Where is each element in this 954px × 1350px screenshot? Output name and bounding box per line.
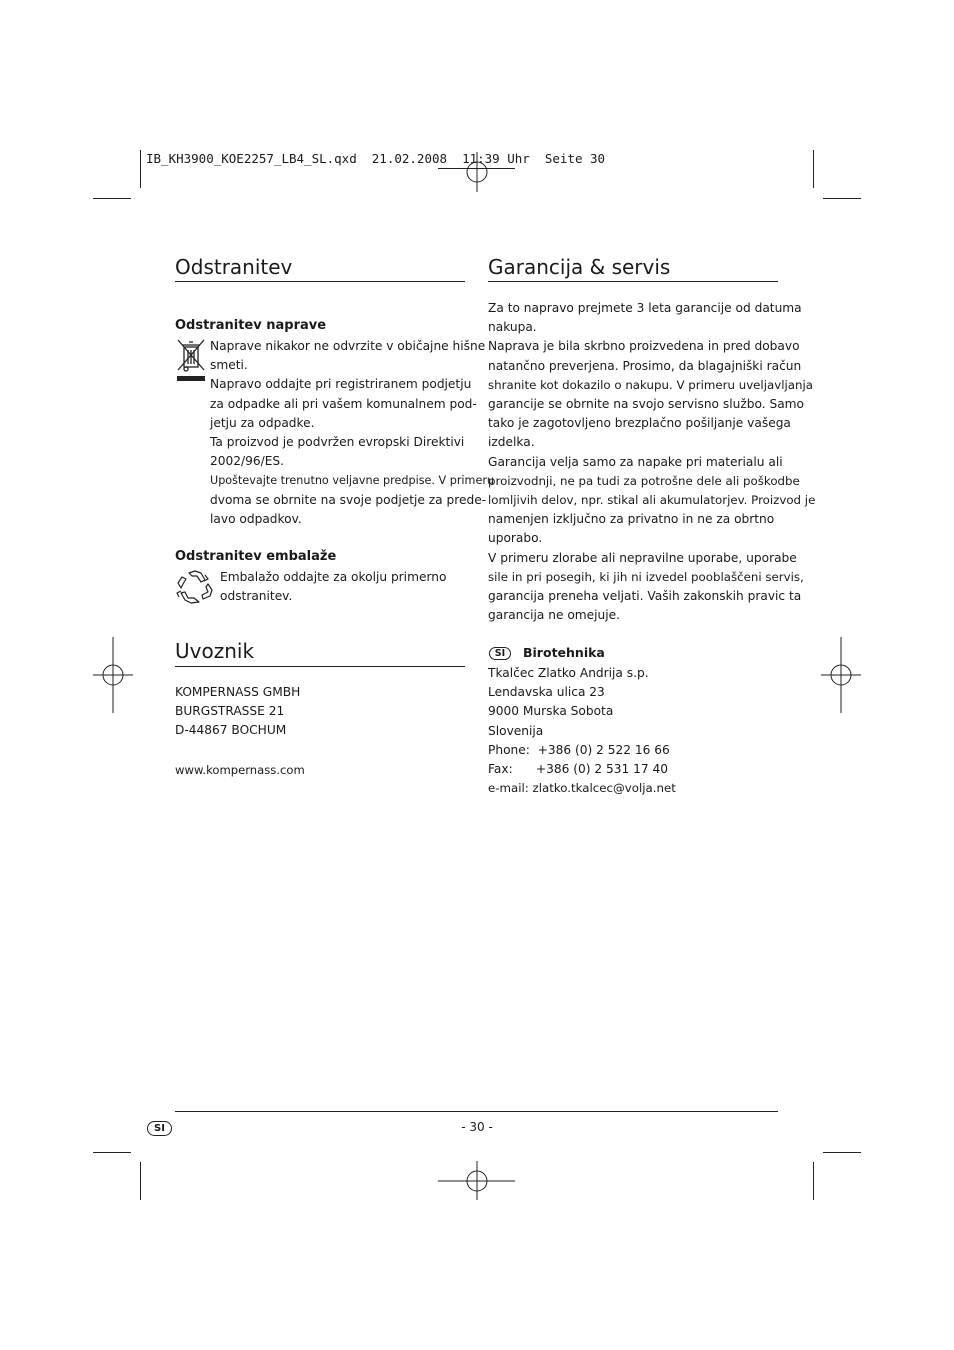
- warranty-text: [488, 299, 815, 625]
- footer-rule: [175, 1111, 778, 1112]
- text-line: Embalažo oddajte za okolju primerno: [220, 570, 447, 584]
- phone-line: Phone: +386 (0) 2 522 16 66: [488, 742, 670, 757]
- text-line: uporabo.: [488, 531, 543, 546]
- title-rule: [175, 281, 465, 282]
- text-line: jetju za odpadke.: [210, 415, 315, 430]
- text-line: shranite kot dokazilo o nakupu. V primeru uveljavljanja: [488, 377, 813, 392]
- text-line: Naprave nikakor ne odvrzite v običajne hišne: [210, 339, 486, 353]
- text-line: Naprava je bila skrbno proizvedena in pred dobavo: [488, 339, 800, 354]
- file-slug: IB_KH3900_KOE2257_LB4_SL.qxd 21.02.2008 11:39 Uhr Seite 30: [146, 151, 606, 166]
- service-center-name: Birotehnika: [523, 645, 605, 660]
- title-rule: [175, 666, 465, 667]
- text-line: smeti.: [210, 358, 248, 373]
- footer-country-badge: SI: [147, 1121, 172, 1136]
- fax-line: Fax: +386 (0) 2 531 17 40: [488, 762, 669, 777]
- text-line: Napravo oddajte pri registriranem podjetju: [210, 377, 472, 392]
- text-line: nakupa.: [488, 320, 537, 335]
- address-line: D-44867 BOCHUM: [175, 723, 287, 738]
- text-line: garancije se obrnite na svojo servisno službo. Samo: [488, 397, 805, 412]
- text-line: namenjen izključno za privatno in ne za obrtno: [488, 512, 775, 527]
- text-line: natančno preverjena. Prosimo, da blagajniški račun: [488, 358, 802, 373]
- text-line: Ta proizvod je podvržen evropski Direktivi: [210, 435, 465, 450]
- text-line: izdelka.: [488, 435, 535, 450]
- importer-title: Uvoznik: [175, 639, 255, 663]
- device-disposal-subtitle: Odstranitev naprave: [175, 318, 327, 333]
- service-center-address: [488, 664, 676, 798]
- text-line: Garancija velja samo za napake pri materialu ali: [488, 454, 783, 469]
- text-line: 2002/96/ES.: [210, 454, 285, 469]
- address-line: Slovenija: [488, 723, 544, 738]
- packaging-disposal-text: [220, 568, 446, 606]
- device-disposal-text: [210, 337, 494, 529]
- country-badge: SI: [489, 647, 511, 660]
- crossed-bin-icon: [176, 338, 206, 384]
- address-line: Lendavska ulica 23: [488, 685, 605, 700]
- text-line: garancija ne omejuje.: [488, 608, 621, 623]
- text-line: Za to napravo prejmete 3 leta garancije od datuma: [488, 301, 802, 315]
- disposal-title: Odstranitev: [175, 255, 293, 279]
- text-line: lavo odpadkov.: [210, 511, 302, 526]
- website-text: www.kompernass.com: [175, 763, 305, 777]
- address-line: BURGSTRASSE 21: [175, 704, 285, 719]
- title-rule: [488, 281, 778, 282]
- text-line: Upoštevajte trenutno veljavne predpise. V primeru: [210, 474, 495, 488]
- text-line: lomljivih delov, npr. stikal ali akumulatorjev. Proizvod je: [488, 493, 816, 508]
- page-number: - 30 -: [461, 1120, 493, 1134]
- text-line: sile in pri posegih, ki jih ni izvedel pooblaščeni servis,: [488, 569, 804, 584]
- recycle-icon: [175, 569, 215, 605]
- text-line: odstranitev.: [220, 589, 293, 604]
- address-line: 9000 Murska Sobota: [488, 704, 614, 719]
- text-line: garancija preneha veljati. Vaših zakonskih pravic ta: [488, 589, 802, 604]
- text-line: proizvodnji, ne pa tudi za potrošne dele ali poškodbe: [488, 473, 800, 488]
- text-line: tako je zagotovljeno brezplačno pošiljanje vašega: [488, 416, 791, 431]
- importer-address: [175, 683, 300, 741]
- email-line: e-mail: zlatko.tkalcec@volja.net: [488, 781, 676, 796]
- warranty-title: Garancija & servis: [488, 255, 671, 279]
- text-line: V primeru zlorabe ali nepravilne uporabe, uporabe: [488, 550, 797, 565]
- text-line: za odpadke ali pri vašem komunalnem pod-: [210, 396, 477, 411]
- packaging-disposal-subtitle: Odstranitev embalaže: [175, 549, 337, 564]
- address-line: Tkalčec Zlatko Andrija s.p.: [488, 666, 649, 680]
- text-line: dvoma se obrnite na svoje podjetje za prede-: [210, 492, 487, 507]
- address-line: KOMPERNASS GMBH: [175, 685, 301, 699]
